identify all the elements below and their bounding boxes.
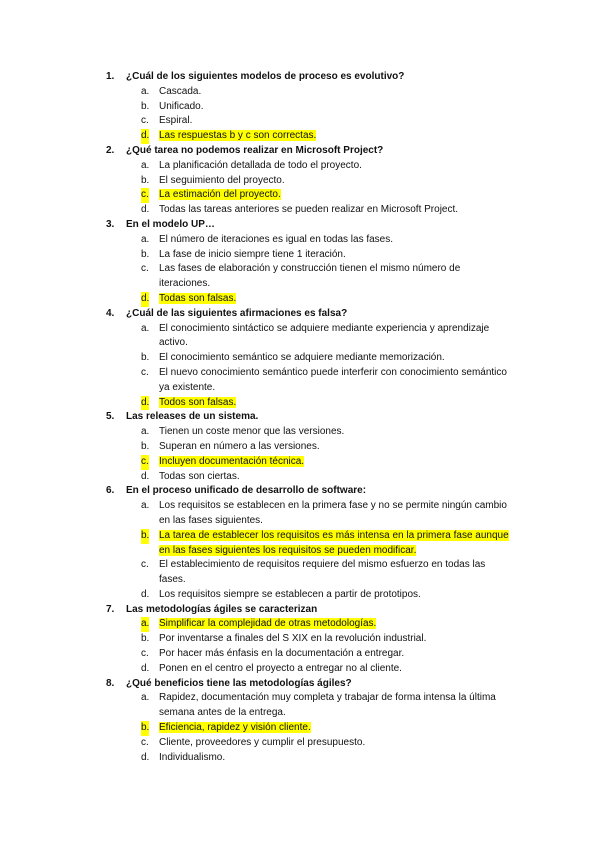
question-heading [0,218,600,233]
question-number: 4. [106,307,115,319]
answer-option [0,233,600,248]
answer-option [0,529,600,559]
question-number: 7. [106,603,115,615]
question-number: 8. [106,677,115,689]
question-heading [0,603,600,618]
option-text: Los requisitos siempre se establecen a partir de prototipos. [159,588,421,600]
option-text: Unificado. [159,100,204,112]
option-text: Superan en número a las versiones. [159,440,320,452]
question-block [0,484,600,602]
option-letter: d. [141,662,150,674]
answer-option [0,588,600,603]
answer-option [0,470,600,485]
question-text: ¿Qué beneficios tiene las metodologías ágiles? [126,677,352,689]
answer-option [0,262,600,292]
question-text: ¿Cuál de las siguientes afirmaciones es falsa? [126,307,348,319]
option-text: Los requisitos se establecen en la primera fase y no se permite ningún cambio en las fases siguientes. [159,500,507,526]
answer-option [0,691,600,721]
option-text: Cliente, proveedores y cumplir el presupuesto. [159,736,366,748]
option-text: El seguimiento del proyecto. [159,174,285,186]
option-letter: b. [141,248,150,260]
answer-option [0,558,600,588]
option-text: El conocimiento sintáctico se adquiere mediante experiencia y aprendizaje activo. [159,322,490,349]
option-letter: b. [141,440,150,452]
option-letter: c. [141,366,149,378]
option-text: Las fases de elaboración y construcción tienen el mismo número de iteraciones. [159,263,461,290]
option-letter: b. [141,352,150,364]
answer-option [0,499,600,529]
question-number: 3. [106,218,115,230]
answer-option [0,159,600,174]
answer-option [0,425,600,440]
question-block [0,410,600,484]
highlighted-answer-text: Todos son falsas. [159,396,237,408]
question-number: 6. [106,485,115,497]
highlighted-answer-text: Las respuestas b y c son correctas. [159,130,317,142]
option-text: El conocimiento semántico se adquiere mediante memorización. [159,352,445,364]
answer-option [0,129,600,144]
question-number: 2. [106,144,115,156]
highlighted-answer-text: La estimación del proyecto. [159,189,281,201]
question-heading [0,144,600,159]
question-block [0,677,600,766]
question-text: Las metodologías ágiles se caracterizan [126,603,318,615]
option-letter: d. [141,588,150,600]
option-letter: d. [141,396,149,411]
option-letter: c. [141,736,149,748]
answer-option [0,396,600,411]
option-letter: d. [141,470,150,482]
option-letter: c. [141,188,149,203]
option-text: La fase de inicio siempre tiene 1 iteración. [159,248,346,260]
option-text: Por hacer más énfasis en la documentación a entregar. [159,648,405,660]
answer-option [0,617,600,632]
option-text: Individualismo. [159,751,226,763]
highlighted-answer-text: Simplificar la complejidad de otras metodologías. [159,618,377,630]
question-text: En el modelo UP… [126,218,215,230]
answer-option [0,203,600,218]
answer-option [0,351,600,366]
option-text: Por inventarse a finales del S XIX en la revolución industrial. [159,633,427,645]
option-letter: c. [141,263,149,275]
question-heading [0,677,600,692]
options-list [0,617,600,676]
question-text: Las releases de un sistema. [126,411,259,423]
option-letter: a. [141,500,150,512]
highlighted-answer-text: Eficiencia, rapidez y visión cliente. [159,722,311,734]
highlighted-answer-text: Incluyen documentación técnica. [159,455,305,467]
options-list [0,322,600,411]
question-heading [0,307,600,322]
answer-option [0,721,600,736]
question-heading [0,410,600,425]
option-letter: c. [141,559,149,571]
option-letter: d. [141,129,149,144]
answer-option [0,248,600,263]
question-block [0,603,600,677]
option-text: Tienen un coste menor que las versiones. [159,426,345,438]
option-letter: a. [141,692,150,704]
question-number: 1. [106,71,115,82]
answer-option [0,647,600,662]
answer-option [0,736,600,751]
option-letter: a. [141,159,150,171]
option-letter: a. [141,233,150,245]
answer-option [0,188,600,203]
answer-option [0,114,600,129]
answer-option [0,100,600,115]
question-block [0,218,600,307]
question-heading [0,484,600,499]
option-text: Espiral. [159,115,193,127]
option-text: El número de iteraciones es igual en todas las fases. [159,233,394,245]
question-block [0,307,600,411]
option-letter: c. [141,648,149,660]
option-letter: b. [141,633,150,645]
highlighted-answer-text: La tarea de establecer los requisitos es más intensa en la primera fase aunque en las fases siguientes los requisitos se pueden modificar. [159,529,509,556]
option-letter: a. [141,85,150,97]
option-letter: a. [141,617,149,632]
option-letter: c. [141,115,149,127]
answer-option [0,292,600,307]
answer-option [0,751,600,766]
option-text: El nuevo conocimiento semántico puede interferir con conocimiento semántico ya existente. [159,366,507,393]
answer-option [0,174,600,189]
answer-option [0,455,600,470]
question-number: 5. [106,411,115,423]
answer-option [0,662,600,677]
answer-option [0,85,600,100]
option-text: Todas son ciertas. [159,470,240,482]
options-list [0,233,600,307]
option-letter: b. [141,174,150,186]
question-text: ¿Cuál de los siguientes modelos de proceso es evolutivo? [126,71,405,82]
option-letter: b. [141,529,149,544]
option-text: El establecimiento de requisitos requiere del mismo esfuerzo en todas las fases. [159,559,486,586]
option-letter: a. [141,426,150,438]
answer-option [0,440,600,455]
highlighted-answer-text: Todas son falsas. [159,292,237,304]
options-list [0,85,600,144]
options-list [0,499,600,603]
option-letter: d. [141,204,150,216]
option-letter: b. [141,100,150,112]
options-list [0,691,600,765]
option-letter: c. [141,455,149,470]
options-list [0,159,600,218]
option-text: La planificación detallada de todo el proyecto. [159,159,362,171]
option-text: Cascada. [159,85,202,97]
option-letter: d. [141,751,150,763]
option-text: Ponen en el centro el proyecto a entregar no al cliente. [159,662,402,674]
question-block [0,144,600,218]
option-text: Todas las tareas anteriores se pueden realizar en Microsoft Project. [159,204,459,216]
options-list [0,425,600,484]
option-letter: d. [141,292,149,307]
question-heading [0,70,600,85]
question-text: ¿Qué tarea no podemos realizar en Microsoft Project? [126,144,384,156]
option-letter: b. [141,721,149,736]
question-text: En el proceso unificado de desarrollo de software: [126,485,367,497]
option-text: Rapidez, documentación muy completa y trabajar de forma intensa la última semana antes de la entrega. [159,692,496,719]
answer-option [0,366,600,396]
question-block [0,70,600,144]
answer-option [0,322,600,352]
option-letter: a. [141,322,150,334]
answer-option [0,632,600,647]
